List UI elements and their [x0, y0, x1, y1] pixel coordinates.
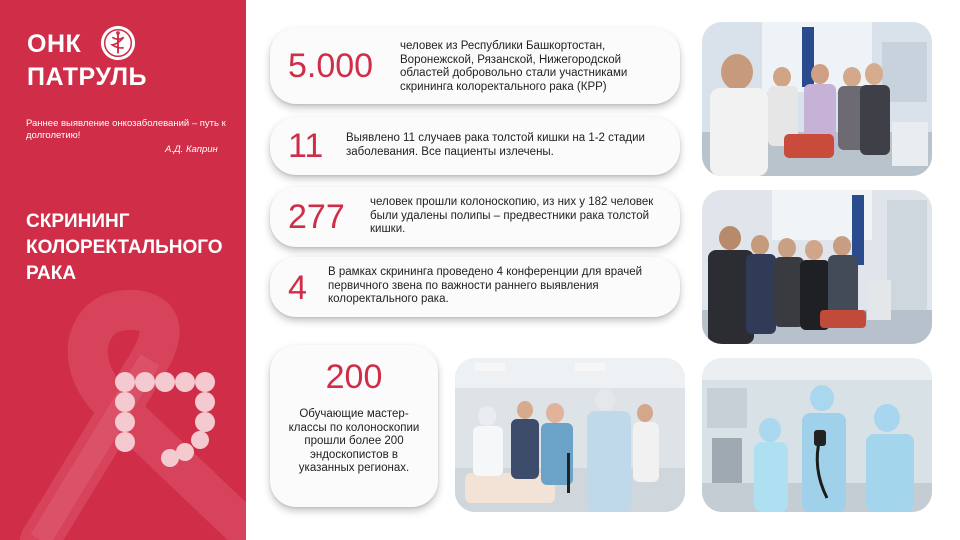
endoscopy-procedure-photo — [702, 358, 932, 512]
stat-value: 11 — [288, 127, 324, 165]
stat-card-cases — [270, 117, 680, 175]
stat-value: 5.000 — [288, 47, 374, 85]
section-title-line3: РАКА — [26, 263, 77, 284]
tagline: Раннее выявление онкозаболеваний – путь к долголетию! — [26, 118, 226, 141]
stat-description: В рамках скрининга проведено 4 конференции для врачей первичного звена по важности раннего выявления колоректального рака. — [328, 266, 643, 305]
stat-description: Обучающие мастер-классы по колоноскопии прошли более 200 эндоскопистов в указанных регионах. — [288, 408, 420, 474]
author-signature: А.Д. Каприн — [165, 144, 218, 155]
stat-card-participants — [270, 28, 680, 104]
left-panel — [0, 0, 246, 540]
logo-line1: ОНК — [27, 30, 82, 58]
endoscopy-masterclass-photo — [455, 358, 685, 512]
section-title — [26, 209, 223, 287]
section-title-line1: СКРИНИНГ — [26, 211, 130, 232]
section-title-line2: КОЛОРЕКТАЛЬНОГО — [26, 237, 223, 258]
stat-value: 4 — [288, 269, 307, 307]
intestine-icon — [115, 372, 215, 467]
stat-value: 200 — [325, 358, 383, 396]
stat-card-conferences — [270, 257, 680, 317]
stat-card-colonoscopy — [270, 187, 680, 247]
stat-card-masterclasses — [270, 345, 438, 507]
medical-emblem-icon — [99, 24, 137, 62]
logo-line2: ПАТРУЛЬ — [27, 63, 148, 91]
awareness-ribbon-icon — [0, 290, 246, 540]
training-session-photo — [702, 22, 932, 176]
stat-description: человек прошли колоноскопию, из них у 182 человек были удалены полипы – предвестники рака толстой кишки. — [370, 196, 654, 235]
stat-description: Выявлено 11 случаев рака толстой кишки на 1-2 стадии заболевания. Все пациенты излечены. — [346, 132, 645, 158]
stat-value: 277 — [288, 198, 345, 236]
stat-description: человек из Республики Башкортостан, Воронежской, Рязанской, Нижегородской областей добровольно стали участниками скрининга колоректального рака (КРР) — [400, 40, 628, 93]
conference-group-photo — [702, 190, 932, 344]
